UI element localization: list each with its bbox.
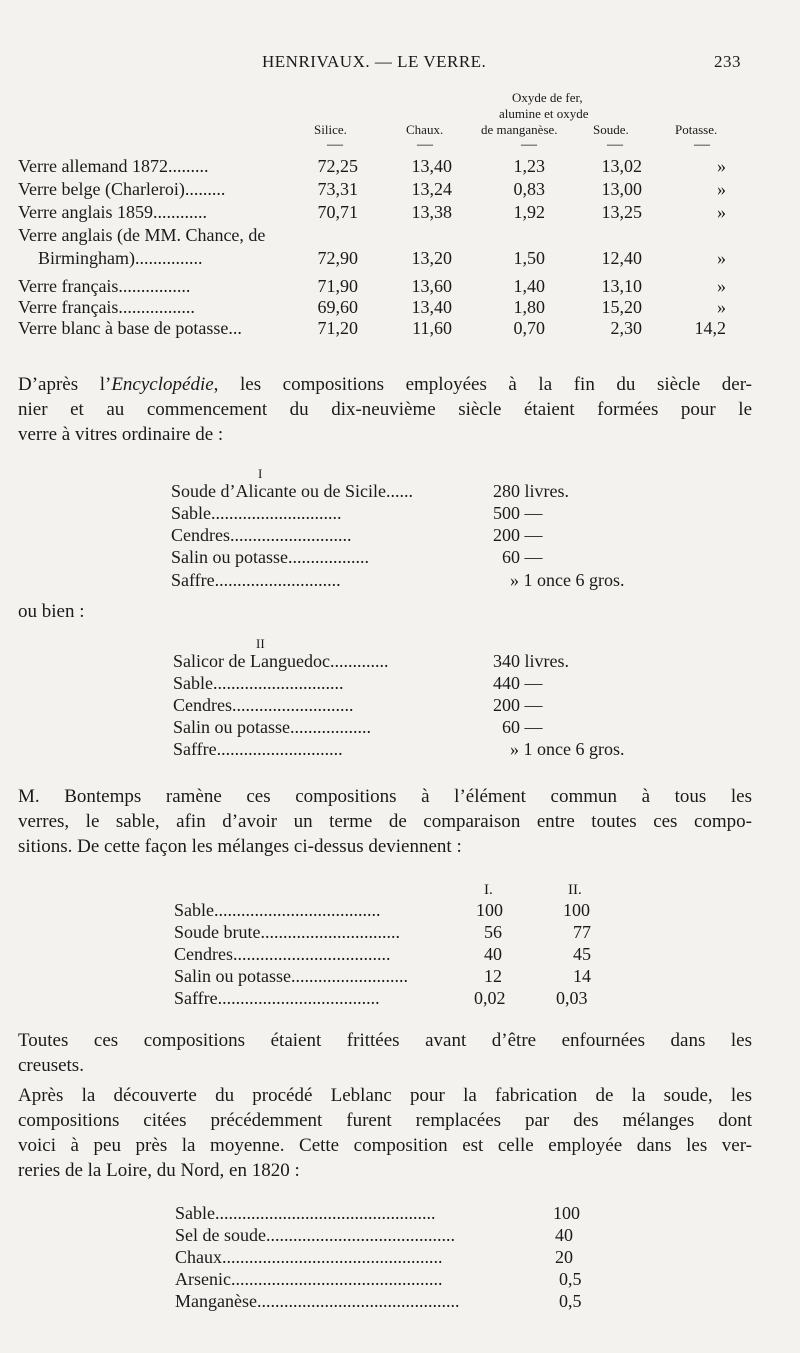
recipe-value-ii: 100	[563, 900, 590, 920]
recipe-item-qty: 340 livres.	[493, 651, 569, 671]
col-header-ii: II.	[568, 882, 582, 898]
cell-potasse: »	[717, 156, 726, 176]
recipe-item-label: Salin ou potasse..................	[171, 547, 369, 567]
recipe-item-qty: 40	[555, 1225, 573, 1245]
cell-oxyde: 1,92	[513, 202, 545, 222]
recipe-item-label: Sable.............................	[173, 673, 344, 693]
recipe-item-label: Salin ou potasse..................	[173, 717, 371, 737]
row-label: Birmingham)...............	[38, 248, 203, 268]
cell-potasse: »	[717, 297, 726, 317]
recipe-value-ii: 45	[573, 944, 591, 964]
text-line: M. Bontemps ramène ces compositions à l’élément commun à tous les	[18, 786, 752, 807]
text-run: , les compositions employées à la fin du siècle der-	[213, 374, 752, 395]
recipe-item-label: Cendres...........................	[173, 695, 354, 715]
recipe-item-label: Saffre............................	[171, 570, 341, 590]
recipe-value-i: 40	[484, 944, 502, 964]
cell-silice: 70,71	[317, 202, 358, 222]
recipe-item-label: Salicor de Languedoc.............	[173, 651, 389, 671]
cell-soude: 13,00	[601, 179, 642, 199]
cell-chaux: 13,38	[411, 202, 452, 222]
cell-oxyde: 0,83	[513, 179, 545, 199]
text-line: verres, le sable, afin d’avoir un terme de comparaison entre toutes ces compo-	[18, 811, 752, 832]
text-line: creusets.	[18, 1055, 84, 1076]
text-line: Toutes ces compositions étaient frittées avant d’être enfournées dans les	[18, 1030, 752, 1051]
text-line	[18, 372, 752, 397]
text-line: nier et au commencement du dix-neuvième siècle étaient formées pour le	[18, 399, 752, 420]
cell-chaux: 13,40	[411, 156, 452, 176]
table-row	[0, 225, 800, 249]
col-dash: —	[521, 136, 537, 153]
ou-bien-text: ou bien :	[18, 601, 85, 622]
recipe-item-label: Sel de soude..........................................	[175, 1225, 455, 1245]
cell-chaux: 13,20	[411, 248, 452, 268]
recipe-item-qty: » 1 once 6 gros.	[510, 739, 625, 759]
recipe-item-qty: 500 —	[493, 503, 543, 523]
page-number: 233	[714, 52, 741, 71]
col-header-silice: Silice.	[314, 122, 347, 137]
paragraph-leblanc	[18, 1083, 752, 1183]
recipe-item-qty: 100	[553, 1203, 580, 1223]
recipe-item-label: Arsenic...............................................	[175, 1269, 443, 1289]
recipe-item-label: Cendres...........................	[171, 525, 352, 545]
text-line: Après la découverte du procédé Leblanc pour la fabrication de la soude, les	[18, 1085, 752, 1106]
text-run: D’après l’	[18, 374, 112, 395]
cell-oxyde: 1,40	[513, 276, 545, 296]
recipe-item-qty: 60 —	[502, 717, 543, 737]
recipe-value-ii: 77	[573, 922, 591, 942]
cell-chaux: 13,60	[411, 276, 452, 296]
cell-chaux: 13,24	[411, 179, 452, 199]
recipe-item-label: Sable.....................................	[174, 900, 381, 920]
cell-chaux: 11,60	[412, 318, 452, 338]
col-header-oxyde-3: de manganèse.	[481, 122, 558, 137]
col-header-oxyde-1: Oxyde de fer,	[512, 90, 583, 105]
recipe-item-qty: 200 —	[493, 525, 543, 545]
recipe-item-label: Soude d’Alicante ou de Sicile......	[171, 481, 413, 501]
cell-oxyde: 1,50	[513, 248, 545, 268]
cell-soude: 15,20	[601, 297, 642, 317]
col-dash: —	[417, 136, 433, 153]
recipe-item-label: Saffre....................................	[174, 988, 380, 1008]
cell-soude: 2,30	[610, 318, 642, 338]
recipe-item-label: Salin ou potasse..........................	[174, 966, 408, 986]
row-label: Verre allemand 1872.........	[18, 156, 209, 176]
recipe-value-i: 12	[484, 966, 502, 986]
recipe-item-qty: 20	[555, 1247, 573, 1267]
recipe-item-label: Soude brute...............................	[174, 922, 400, 942]
cell-oxyde: 1,80	[513, 297, 545, 317]
text-line: verre à vitres ordinaire de :	[18, 424, 224, 445]
cell-potasse: 14,2	[694, 318, 726, 338]
col-header-i: I.	[484, 882, 493, 898]
text-line: reries de la Loire, du Nord, en 1820 :	[18, 1160, 300, 1181]
cell-potasse: »	[717, 248, 726, 268]
recipe-numeral: II	[256, 636, 265, 651]
paragraph-bontemps	[18, 784, 752, 859]
recipe-value-i: 56	[484, 922, 502, 942]
row-label: Verre anglais 1859............	[18, 202, 207, 222]
row-label: Verre français.................	[18, 297, 195, 317]
recipe-value-ii: 14	[573, 966, 591, 986]
cell-silice: 69,60	[317, 297, 358, 317]
recipe-item-label: Sable.............................	[171, 503, 342, 523]
row-label: Verre anglais (de MM. Chance, de	[18, 225, 266, 245]
cell-potasse: »	[717, 276, 726, 296]
col-header-chaux: Chaux.	[406, 122, 444, 137]
recipe-item-qty: 200 —	[493, 695, 543, 715]
row-label: Verre blanc à base de potasse...	[18, 318, 242, 338]
recipe-item-qty: 440 —	[493, 673, 543, 693]
col-dash: —	[327, 136, 343, 153]
cell-silice: 72,90	[317, 248, 358, 268]
table-row	[0, 318, 800, 342]
recipe-item-qty: 280 livres.	[493, 481, 569, 501]
cell-silice: 71,20	[317, 318, 358, 338]
cell-silice: 71,90	[317, 276, 358, 296]
cell-soude: 13,02	[601, 156, 642, 176]
header-title: HENRIVAUX. — LE VERRE.	[262, 52, 487, 71]
recipe-item-label: Cendres...................................	[174, 944, 391, 964]
table-row	[0, 179, 800, 203]
recipe-value-i: 100	[476, 900, 503, 920]
cell-silice: 73,31	[317, 179, 358, 199]
cell-oxyde: 1,23	[513, 156, 545, 176]
recipe-item-qty: 0,5	[559, 1291, 582, 1311]
row-label: Verre français................	[18, 276, 191, 296]
cell-potasse: »	[717, 202, 726, 222]
recipe-item-qty: 60 —	[502, 547, 543, 567]
cell-oxyde: 0,70	[513, 318, 545, 338]
recipe-item-qty: 0,5	[559, 1269, 582, 1289]
row-label: Verre belge (Charleroi).........	[18, 179, 226, 199]
paragraph-frittees	[18, 1028, 752, 1078]
recipe-value-i: 0,02	[474, 988, 506, 1008]
recipe-item-qty: » 1 once 6 gros.	[510, 570, 625, 590]
recipe-item-label: Saffre............................	[173, 739, 343, 759]
col-header-potasse: Potasse.	[675, 122, 718, 137]
col-header-oxyde-2: alumine et oxyde	[499, 106, 589, 121]
cell-chaux: 13,40	[411, 297, 452, 317]
recipe-value-ii: 0,03	[556, 988, 588, 1008]
col-dash: —	[694, 136, 710, 153]
col-header-soude: Soude.	[593, 122, 629, 137]
cell-soude: 13,10	[601, 276, 642, 296]
text-line: compositions citées précédemment furent remplacées par des mélanges dont	[18, 1110, 752, 1131]
recipe-item-label: Chaux.................................................	[175, 1247, 443, 1267]
italic-title: Encyclopédie	[111, 374, 214, 395]
recipe-item-label: Manganèse.............................................	[175, 1291, 460, 1311]
table-row	[0, 248, 800, 272]
cell-soude: 13,25	[601, 202, 642, 222]
cell-potasse: »	[717, 179, 726, 199]
paragraph-encyclopedie	[18, 372, 752, 447]
text-line: sitions. De cette façon les mélanges ci-dessus deviennent :	[18, 836, 462, 857]
table-row	[0, 202, 800, 226]
cell-soude: 12,40	[601, 248, 642, 268]
text-line: voici à peu près la moyenne. Cette composition est celle employée dans les ver-	[18, 1135, 752, 1156]
recipe-numeral: I	[258, 466, 263, 481]
recipe-item-label: Sable.................................................	[175, 1203, 436, 1223]
cell-silice: 72,25	[317, 156, 358, 176]
table-row	[0, 156, 800, 180]
col-dash: —	[607, 136, 623, 153]
